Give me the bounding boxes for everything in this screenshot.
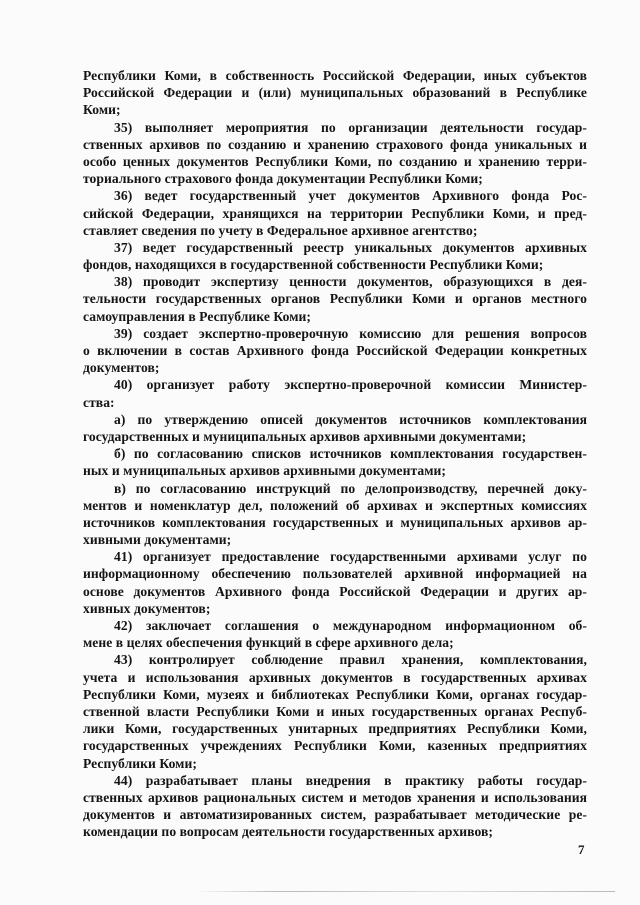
text-line: о включении в состав Архивного фонда Российской Федерации конкретных xyxy=(83,343,587,358)
text-line: Российской Федерации и (или) муниципальных образований в Республике xyxy=(83,85,587,101)
text-line: документов; xyxy=(83,360,160,376)
text-line: особо ценных документов Республики Коми, по созданию и хранению терри- xyxy=(83,153,587,169)
text-line: 37) ведет государственный реестр уникальных документов архивных xyxy=(114,239,587,255)
text-line: 36) ведет государственный учет документов Архивного фонда Рос- xyxy=(114,188,587,204)
scan-artifact-line xyxy=(195,891,615,892)
text-line: Республики Коми, музеях и библиотеках Республики Коми, органах государ- xyxy=(83,686,587,702)
text-line: 44) разрабатывает планы внедрения в практику работы государ- xyxy=(114,772,587,788)
text-line: государственных и муниципальных архивов архивными документами; xyxy=(83,428,527,444)
text-line: б) по согласованию списков источников комплектования государствен- xyxy=(114,446,587,462)
text-line: 38) проводит экспертизу ценности документов, образующихся в дея- xyxy=(114,274,587,290)
text-line: сийской Федерации, хранящихся на территории Республики Коми, и пред- xyxy=(83,205,587,221)
text-line: документов и автоматизированных систем, разрабатывает методические ре- xyxy=(83,807,587,823)
text-line: ственной власти Республики Коми и иных государственных органах Респуб- xyxy=(83,703,587,719)
text-line: хивными документами; xyxy=(83,532,232,548)
text-line: ставляет сведения по учету в Федеральное архивное агентство; xyxy=(83,222,478,238)
text-line: 35) выполняет мероприятия по организации деятельности государ- xyxy=(114,119,587,135)
text-line: 41) организует предоставление государственными архивами услуг по xyxy=(114,549,587,565)
text-line: комендации по вопросам деятельности государственных архивов; xyxy=(83,824,493,840)
text-line: самоуправления в Республике Коми; xyxy=(83,308,311,324)
text-line: Республики Коми; xyxy=(83,755,197,771)
text-line: мене в целях обеспечения функций в сфере архивного дела; xyxy=(83,635,454,651)
text-line: источников комплектования государственных и муниципальных архивов ар- xyxy=(83,514,587,530)
text-line: 43) контролирует соблюдение правил хранения, комплектования, xyxy=(114,652,587,668)
text-line: основе документов Архивного фонда Российской Федерации и других ар- xyxy=(83,583,587,599)
page-number: 7 xyxy=(578,842,585,857)
text-line: ториального страхового фонда документации Республики Коми; xyxy=(83,171,483,187)
text-line: тельности государственных органов Республики Коми и органов местного xyxy=(83,291,587,307)
text-line: ственных архивов по созданию и хранению страхового фонда уникальных и xyxy=(83,136,587,152)
text-line: учета и использования архивных документов в государственных архивах xyxy=(83,669,587,685)
text-line: в) по согласованию инструкций по делопроизводству, перечней доку- xyxy=(114,480,587,496)
text-line: а) по утверждению описей документов источников комплектования xyxy=(114,411,587,427)
text-line: государственных учреждениях Республики Коми, казенных предприятиях xyxy=(83,738,587,754)
text-line: 39) создает экспертно-проверочную комиссию для решения вопросов xyxy=(114,325,587,341)
text-line: лики Коми, государственных унитарных предприятиях Республики Коми, xyxy=(83,721,587,737)
text-line: информационному обеспечению пользователей архивной информацией на xyxy=(83,566,587,582)
text-line: ных и муниципальных архивов архивными документами; xyxy=(83,463,446,479)
text-line: Коми; xyxy=(83,102,121,118)
text-line: фондов, находящихся в государственной собственности Республики Коми; xyxy=(83,257,544,273)
text-line: ства: xyxy=(83,394,115,410)
text-line: хивных документов; xyxy=(83,600,211,616)
text-line: 42) заключает соглашения о международном информационном об- xyxy=(114,618,587,633)
body-text xyxy=(83,67,587,840)
text-line: ментов и номенклатур дел, положений об архивах и экспертных комиссиях xyxy=(83,497,587,513)
text-line: 40) организует работу экспертно-проверочной комиссии Министер- xyxy=(114,377,587,393)
text-line: Республики Коми, в собственность Российской Федерации, иных субъектов xyxy=(83,68,587,83)
text-line: ственных архивов рациональных систем и методов хранения и использования xyxy=(83,789,587,805)
